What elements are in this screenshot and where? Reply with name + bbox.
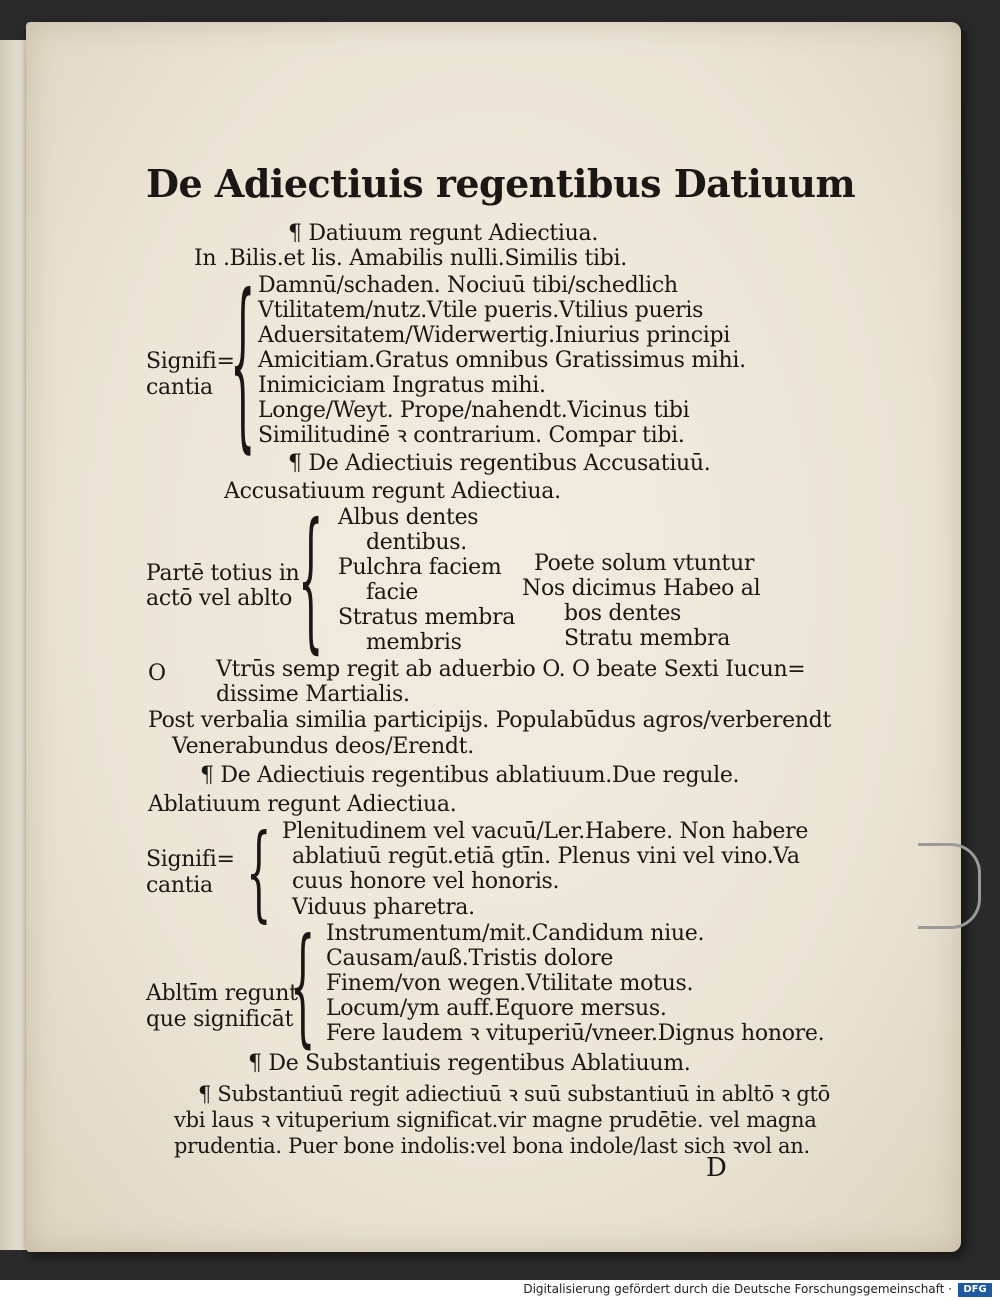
text-line: dissime Martialis. — [216, 682, 410, 707]
initial-letter: O — [148, 661, 166, 686]
text-line: ablatiuū regūt.etiā gtīn. Plenus vini vel vino.Va — [292, 844, 800, 869]
margin-label: cantia — [146, 375, 213, 400]
text-line: Vtrūs semp regit ab aduerbio O. O beate Sexti Iucun= — [216, 657, 806, 682]
book-page — [26, 22, 961, 1252]
text-line: Poete solum vtuntur — [534, 551, 755, 576]
text-line: Fere laudem ꝛ vituperiū/vneer.Dignus honore. — [326, 1021, 825, 1046]
text-line: Viduus pharetra. — [292, 895, 475, 920]
text-line: Damnū/schaden. Nociuū tibi/schedlich — [258, 273, 678, 298]
text-line: Amicitiam.Gratus omnibus Gratissimus mihi. — [258, 348, 746, 373]
margin-label: Signifi= — [146, 349, 235, 374]
text-line: Causam/auß.Tristis dolore — [326, 946, 614, 971]
text-line: Post verbalia similia participijs. Populabūdus agros/verberendt — [148, 708, 832, 733]
text-line: cuus honore vel honoris. — [292, 869, 560, 894]
text-line: Instrumentum/mit.Candidum niue. — [326, 921, 705, 946]
text-line: vbi laus ꝛ vituperium significat.vir magne prudētie. vel magna — [174, 1108, 817, 1132]
dative-intro: In .Bilis.et lis. Amabilis nulli.Similis tibi. — [194, 246, 627, 271]
text-line: Inimiciciam Ingratus mihi. — [258, 373, 546, 398]
text-line: dentibus. — [366, 530, 467, 555]
section-heading-ablative: ¶ De Adiectiuis regentibus ablatiuum.Due regule. — [200, 763, 740, 788]
section-heading-accusative: ¶ De Adiectiuis regentibus Accusatiuū. — [288, 451, 711, 476]
dfg-logo: DFG — [958, 1283, 992, 1297]
text-line: Similitudinē ꝛ contrarium. Compar tibi. — [258, 423, 685, 448]
brace-glyph: { — [290, 914, 316, 1062]
margin-label: Signifi= — [146, 847, 235, 872]
text-line: ¶ Substantiuū regit adiectiuū ꝛ suū substantiuū in abltō ꝛ gtō — [198, 1082, 830, 1106]
text-line: Plenitudinem vel vacuū/Ler.Habere. Non habere — [282, 819, 809, 844]
text-line: Stratu membra — [564, 626, 731, 651]
page-title: De Adiectiuis regentibus Datiuum — [146, 161, 856, 206]
brace-glyph: { — [230, 260, 256, 472]
margin-label: Abltīm regunt — [146, 981, 298, 1006]
text-line: Vtilitatem/nutz.Vtile pueris.Vtilius pueris — [258, 298, 704, 323]
brace-glyph: { — [246, 814, 272, 934]
ablative-intro: Ablatiuum regunt Adiectiua. — [148, 792, 457, 817]
text-line: Pulchra faciem — [338, 555, 502, 580]
margin-label: cantia — [146, 873, 213, 898]
margin-label: Partē totius in — [146, 561, 300, 586]
section-heading-substantive: ¶ De Substantiuis regentibus Ablatiuum. — [248, 1051, 691, 1076]
funding-notice: Digitalisierung gefördert durch die Deutsche Forschungsgemeinschaft · — [523, 1282, 952, 1296]
text-line: bos dentes — [564, 601, 682, 626]
section-heading-dative: ¶ Datiuum regunt Adiectiua. — [288, 221, 599, 246]
text-line: membris — [366, 630, 462, 655]
signature-mark: D — [706, 1153, 727, 1183]
text-line: facie — [366, 580, 419, 605]
text-line: Locum/ym auff.Equore mersus. — [326, 996, 667, 1021]
text-line: Stratus membra — [338, 605, 516, 630]
paper-clip — [918, 843, 981, 929]
footer-bar — [0, 1280, 1000, 1300]
accusative-intro: Accusatiuum regunt Adiectiua. — [224, 479, 561, 504]
brace-glyph: { — [298, 494, 324, 670]
text-line: prudentia. Puer bone indolis:vel bona indole/last sich ꝛvol an. — [174, 1134, 810, 1158]
margin-label: actō vel ablto — [146, 586, 293, 611]
text-line: Finem/von wegen.Vtilitate motus. — [326, 971, 694, 996]
text-line: Albus dentes — [338, 505, 479, 530]
text-line: Nos dicimus Habeo al — [522, 576, 761, 601]
margin-label: que significāt — [146, 1007, 294, 1032]
text-line: Venerabundus deos/Erendt. — [172, 734, 474, 759]
text-line: Aduersitatem/Widerwertig.Iniurius principi — [258, 323, 731, 348]
text-line: Longe/Weyt. Prope/nahendt.Vicinus tibi — [258, 398, 690, 423]
